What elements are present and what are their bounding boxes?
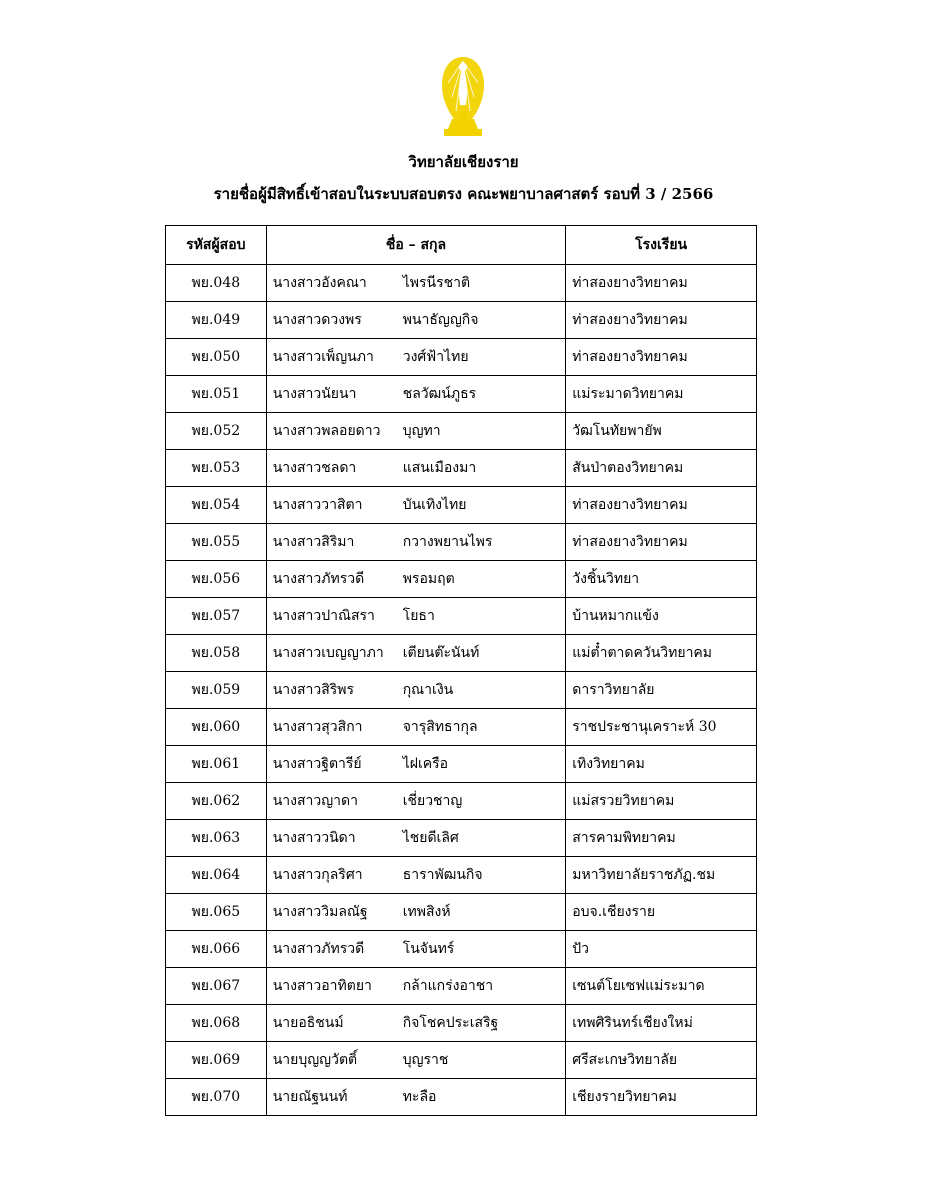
last-name: เชี่ยวชาญ bbox=[402, 793, 463, 809]
university-emblem-icon bbox=[430, 55, 496, 137]
exam-code: พย.057 bbox=[166, 598, 267, 635]
exam-code: พย.055 bbox=[166, 524, 267, 561]
full-name bbox=[266, 820, 566, 857]
last-name: ธาราพัฒนกิจ bbox=[402, 867, 483, 883]
last-name: บุญทา bbox=[402, 423, 441, 439]
last-name: กุณาเงิน bbox=[402, 682, 454, 698]
first-name: นางสาวภัทรวดี bbox=[272, 941, 365, 957]
last-name: ไพรนีรชาติ bbox=[402, 275, 471, 291]
full-name bbox=[266, 265, 566, 302]
full-name bbox=[266, 376, 566, 413]
first-name: นางสาววาสิตา bbox=[272, 497, 363, 513]
table-row bbox=[166, 820, 757, 857]
full-name bbox=[266, 857, 566, 894]
school-name: ท่าสองยางวิทยาคม bbox=[566, 265, 757, 302]
exam-code: พย.064 bbox=[166, 857, 267, 894]
table-row bbox=[166, 302, 757, 339]
last-name: บันเทิงไทย bbox=[402, 497, 467, 513]
table-row bbox=[166, 376, 757, 413]
full-name bbox=[266, 1005, 566, 1042]
school-name: ศรีสะเกษวิทยาลัย bbox=[566, 1042, 757, 1079]
full-name bbox=[266, 746, 566, 783]
school-name: แม่ระมาดวิทยาคม bbox=[566, 376, 757, 413]
last-name: ไชยดีเลิศ bbox=[402, 830, 459, 846]
exam-code: พย.065 bbox=[166, 894, 267, 931]
header-full-name: ชื่อ – สกุล bbox=[266, 226, 566, 265]
last-name: เตียนต๊ะนันท์ bbox=[402, 645, 480, 661]
first-name: นางสาวพลอยดาว bbox=[272, 423, 381, 439]
first-name: นางสาวฐิตารีย์ bbox=[272, 756, 362, 772]
table-row bbox=[166, 672, 757, 709]
exam-code: พย.067 bbox=[166, 968, 267, 1005]
table-row bbox=[166, 1079, 757, 1116]
first-name: นางสาวเบญญาภา bbox=[272, 645, 384, 661]
table-row bbox=[166, 598, 757, 635]
school-name: เชียงรายวิทยาคม bbox=[566, 1079, 757, 1116]
school-name: ดาราวิทยาลัย bbox=[566, 672, 757, 709]
table-row bbox=[166, 968, 757, 1005]
first-name: นายอธิชนม์ bbox=[272, 1015, 344, 1031]
school-name: เทิงวิทยาคม bbox=[566, 746, 757, 783]
school-name: ราชประชานุเคราะห์ 30 bbox=[566, 709, 757, 746]
table-row bbox=[166, 339, 757, 376]
last-name: จารุสิทธากุล bbox=[402, 719, 478, 735]
table-row bbox=[166, 413, 757, 450]
school-name: ปัว bbox=[566, 931, 757, 968]
first-name: นางสาวกุลริศา bbox=[272, 867, 363, 883]
school-name: เซนต์โยเซฟแม่ระมาด bbox=[566, 968, 757, 1005]
table-row bbox=[166, 524, 757, 561]
college-name: วิทยาลัยเชียงราย bbox=[408, 153, 519, 171]
last-name: ไฝเครือ bbox=[402, 756, 449, 772]
header-exam-code: รหัสผู้สอบ bbox=[166, 226, 267, 265]
table-row bbox=[166, 894, 757, 931]
first-name: นางสาววนิดา bbox=[272, 830, 356, 846]
exam-code: พย.059 bbox=[166, 672, 267, 709]
table-row bbox=[166, 709, 757, 746]
last-name: โยธา bbox=[402, 608, 435, 624]
first-name: นางสาวเพ็ญนภา bbox=[272, 349, 374, 365]
first-name: นางสาวอาทิตยา bbox=[272, 978, 372, 994]
school-name: สารคามพิทยาคม bbox=[566, 820, 757, 857]
school-name: แม่สรวยวิทยาคม bbox=[566, 783, 757, 820]
last-name: พรอมฤต bbox=[402, 571, 455, 587]
exam-code: พย.058 bbox=[166, 635, 267, 672]
last-name: โนจันทร์ bbox=[402, 941, 455, 957]
school-name: เทพศิรินทร์เชียงใหม่ bbox=[566, 1005, 757, 1042]
full-name bbox=[266, 524, 566, 561]
table-row bbox=[166, 561, 757, 598]
first-name: นางสาวสุวสิกา bbox=[272, 719, 363, 735]
exam-code: พย.056 bbox=[166, 561, 267, 598]
first-name: นางสาวภัทรวดี bbox=[272, 571, 365, 587]
table-header-row bbox=[166, 226, 757, 265]
table-row bbox=[166, 783, 757, 820]
first-name: นางสาววิมลณัฐ bbox=[272, 904, 368, 920]
exam-code: พย.068 bbox=[166, 1005, 267, 1042]
first-name: นางสาวดวงพร bbox=[272, 312, 362, 328]
first-name: นางสาวปาณิสรา bbox=[272, 608, 375, 624]
first-name: นางสาวอังคณา bbox=[272, 275, 367, 291]
first-name: นางสาวชลดา bbox=[272, 460, 357, 476]
full-name bbox=[266, 709, 566, 746]
school-name: ท่าสองยางวิทยาคม bbox=[566, 487, 757, 524]
school-name: วัฒโนทัยพายัพ bbox=[566, 413, 757, 450]
first-name: นายณัฐนนท์ bbox=[272, 1089, 348, 1105]
full-name bbox=[266, 894, 566, 931]
last-name: เทพสิงห์ bbox=[402, 904, 451, 920]
exam-code: พย.063 bbox=[166, 820, 267, 857]
exam-code: พย.069 bbox=[166, 1042, 267, 1079]
last-name: แสนเมืองมา bbox=[402, 460, 477, 476]
table-row bbox=[166, 857, 757, 894]
exam-code: พย.054 bbox=[166, 487, 267, 524]
exam-code: พย.052 bbox=[166, 413, 267, 450]
school-name: ท่าสองยางวิทยาคม bbox=[566, 524, 757, 561]
exam-code: พย.051 bbox=[166, 376, 267, 413]
exam-code: พย.070 bbox=[166, 1079, 267, 1116]
full-name bbox=[266, 783, 566, 820]
first-name: นายบุญญวัตติ์ bbox=[272, 1052, 358, 1068]
last-name: กวางพยานไพร bbox=[402, 534, 493, 550]
table-row bbox=[166, 487, 757, 524]
first-name: นางสาวนัยนา bbox=[272, 386, 357, 402]
full-name bbox=[266, 487, 566, 524]
school-name: มหาวิทยาลัยราชภัฏ.ชม bbox=[566, 857, 757, 894]
first-name: นางสาวสิริมา bbox=[272, 534, 355, 550]
exam-code: พย.048 bbox=[166, 265, 267, 302]
full-name bbox=[266, 672, 566, 709]
exam-code: พย.060 bbox=[166, 709, 267, 746]
school-name: อบจ.เชียงราย bbox=[566, 894, 757, 931]
table-row bbox=[166, 746, 757, 783]
full-name bbox=[266, 302, 566, 339]
full-name bbox=[266, 931, 566, 968]
full-name bbox=[266, 1042, 566, 1079]
exam-code: พย.062 bbox=[166, 783, 267, 820]
full-name bbox=[266, 1079, 566, 1116]
school-name: แม่ต๋ำตาดควันวิทยาคม bbox=[566, 635, 757, 672]
school-name: สันป่าตองวิทยาคม bbox=[566, 450, 757, 487]
first-name: นางสาวญาดา bbox=[272, 793, 358, 809]
table-row bbox=[166, 1042, 757, 1079]
last-name: กล้าแกร่งอาชา bbox=[402, 978, 494, 994]
school-name: บ้านหมากแข้ง bbox=[566, 598, 757, 635]
document-title: รายชื่อผู้มีสิทธิ์เข้าสอบในระบบสอบตรง คณะพยาบาลศาสตร์ รอบที่ 3 / 2566 bbox=[213, 185, 714, 203]
exam-code: พย.049 bbox=[166, 302, 267, 339]
last-name: ชลวัฒน์ภูธร bbox=[402, 386, 477, 402]
table-row bbox=[166, 1005, 757, 1042]
full-name bbox=[266, 598, 566, 635]
candidate-table bbox=[165, 225, 757, 1116]
table-row bbox=[166, 265, 757, 302]
header-school: โรงเรียน bbox=[566, 226, 757, 265]
full-name bbox=[266, 968, 566, 1005]
last-name: บุญราช bbox=[402, 1052, 449, 1068]
last-name: กิจโชคประเสริฐ bbox=[402, 1015, 499, 1031]
school-name: ท่าสองยางวิทยาคม bbox=[566, 302, 757, 339]
exam-code: พย.053 bbox=[166, 450, 267, 487]
exam-code: พย.066 bbox=[166, 931, 267, 968]
table-row bbox=[166, 635, 757, 672]
full-name bbox=[266, 339, 566, 376]
full-name bbox=[266, 413, 566, 450]
table-row bbox=[166, 931, 757, 968]
exam-code: พย.061 bbox=[166, 746, 267, 783]
table-row bbox=[166, 450, 757, 487]
full-name bbox=[266, 450, 566, 487]
last-name: ทะลือ bbox=[402, 1089, 437, 1105]
school-name: ท่าสองยางวิทยาคม bbox=[566, 339, 757, 376]
last-name: วงศ์ฟ้าไทย bbox=[402, 349, 469, 365]
full-name bbox=[266, 561, 566, 598]
full-name bbox=[266, 635, 566, 672]
school-name: วังชิ้นวิทยา bbox=[566, 561, 757, 598]
last-name: พนาธัญญกิจ bbox=[402, 312, 479, 328]
first-name: นางสาวสิริพร bbox=[272, 682, 355, 698]
exam-code: พย.050 bbox=[166, 339, 267, 376]
